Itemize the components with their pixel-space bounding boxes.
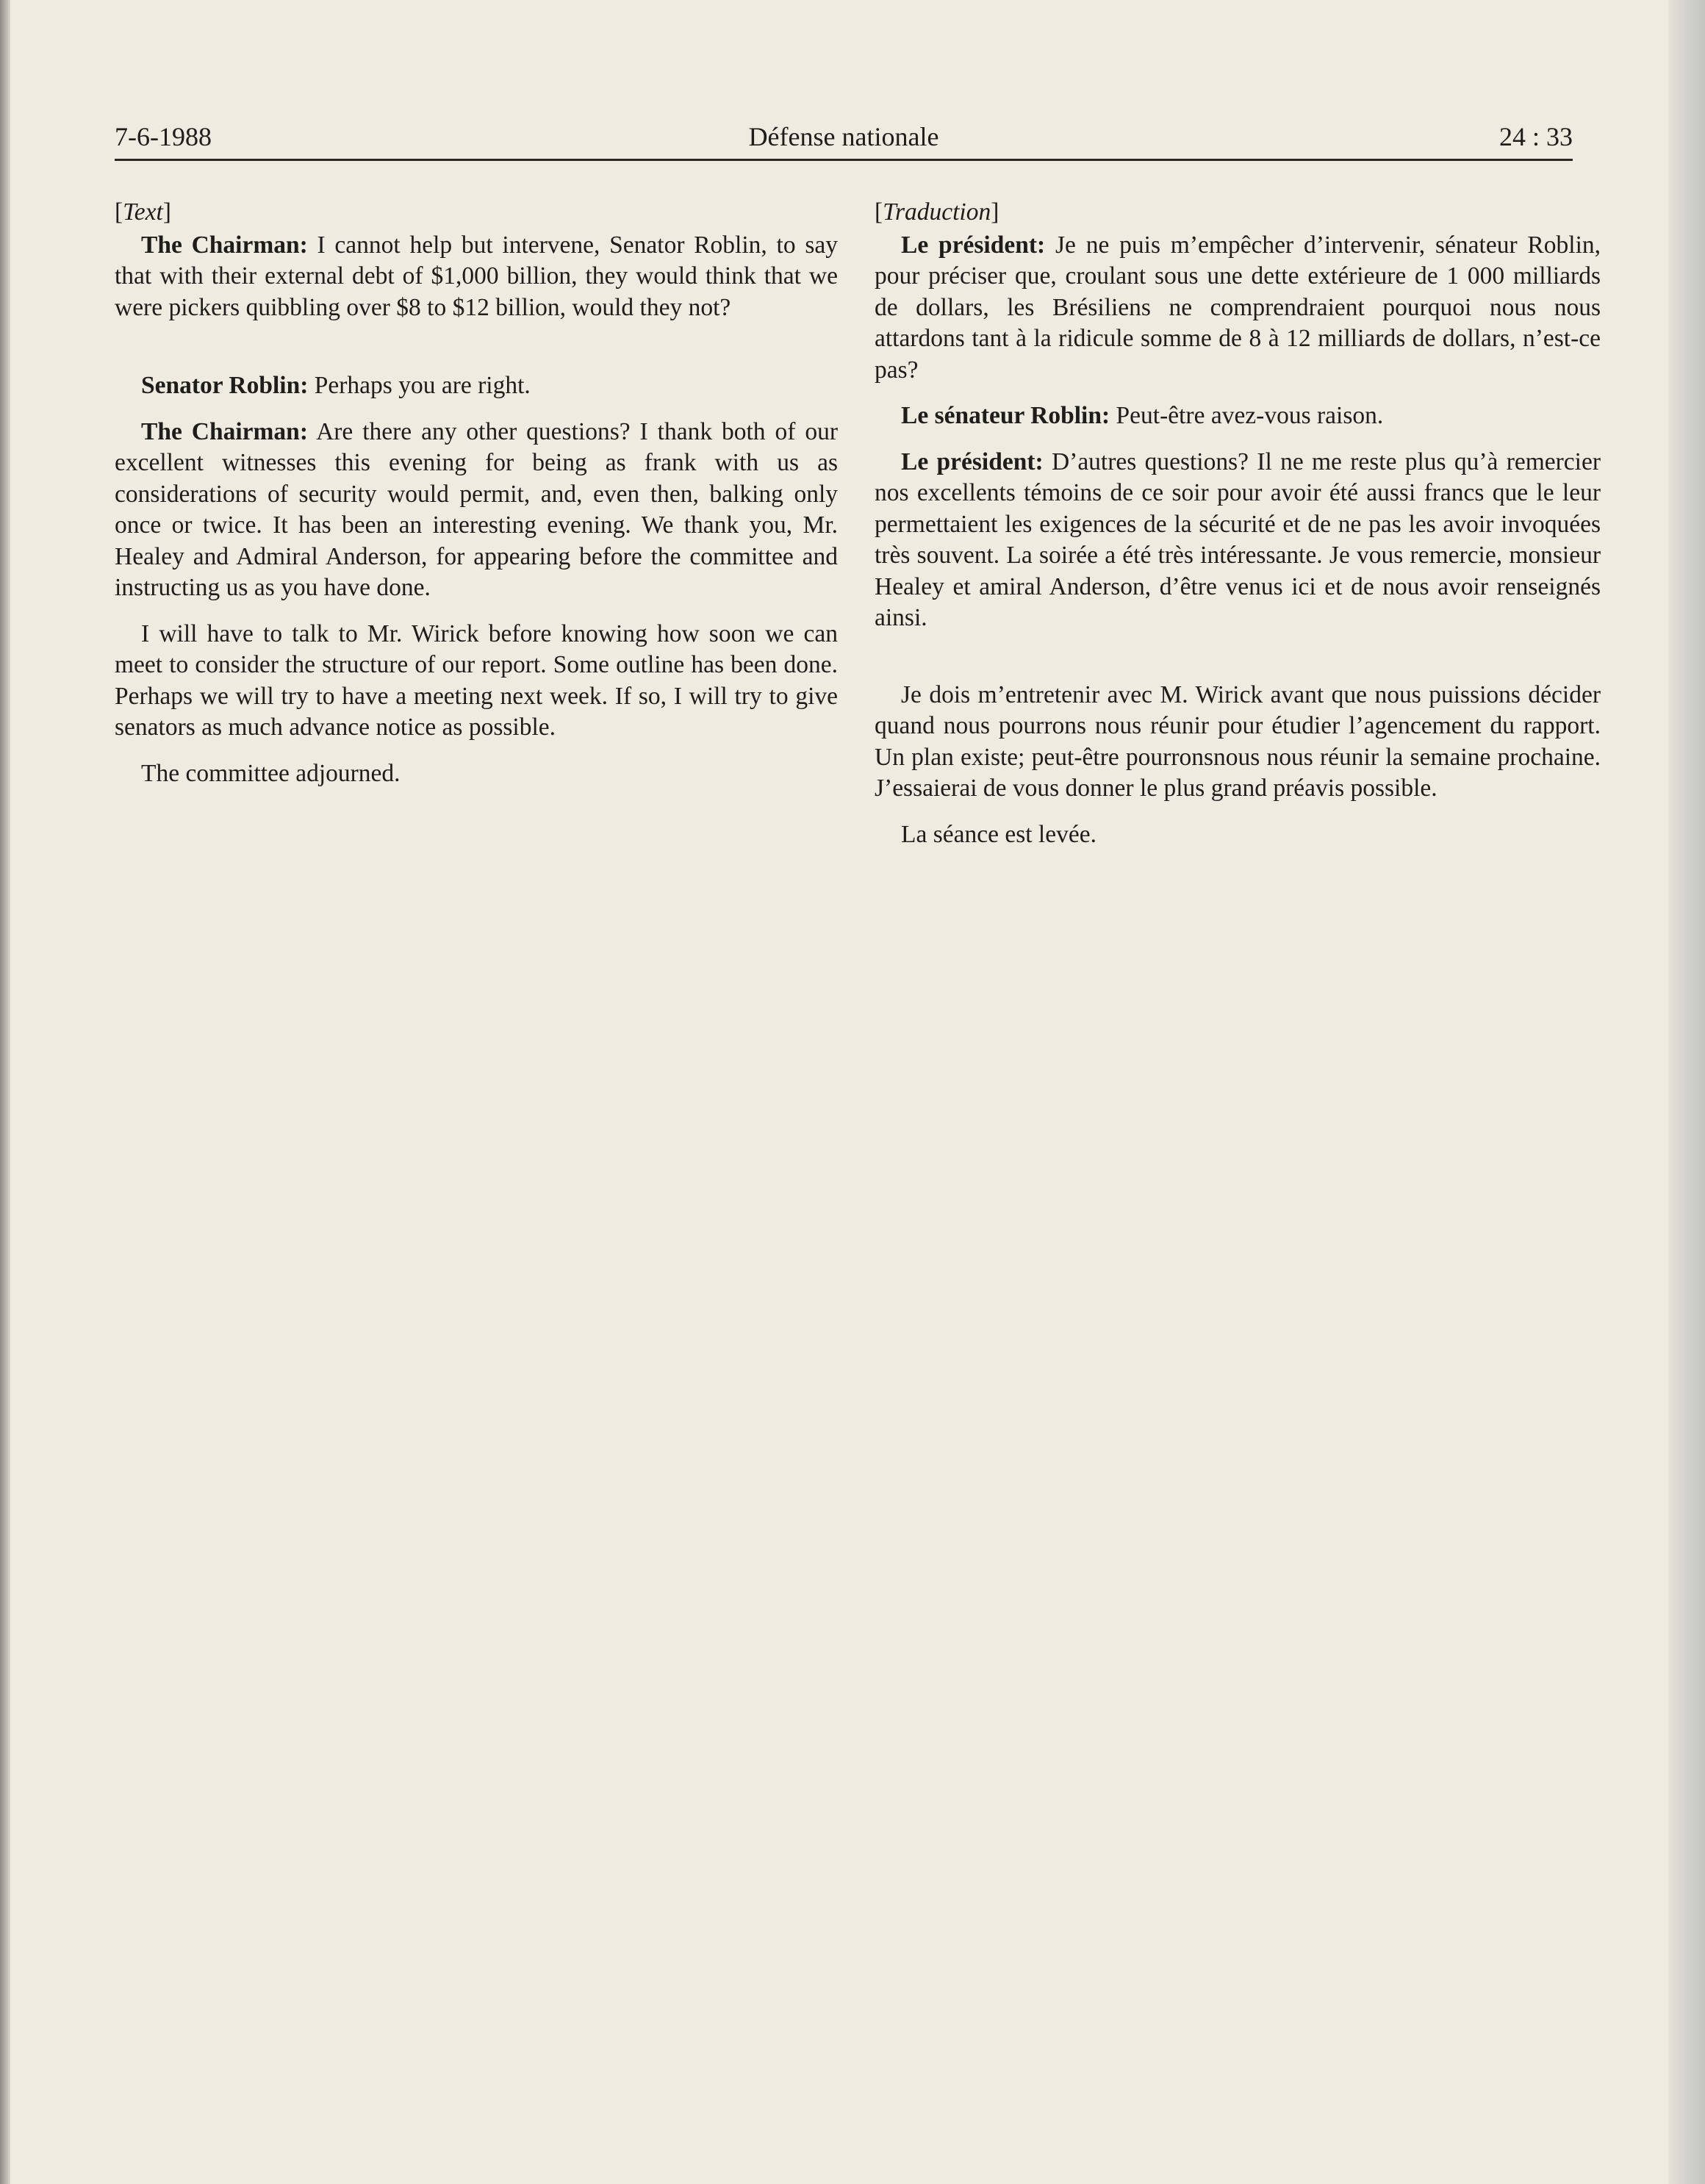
english-column (115, 197, 838, 804)
english-paragraph-adjourned: The committee adjourned. (141, 759, 401, 787)
speaker-name: The Chairman: (141, 231, 308, 259)
french-paragraph-adjourned: La séance est levée. (901, 820, 1096, 848)
english-column-tag: [Text] (115, 198, 171, 226)
running-header (115, 118, 1573, 161)
french-paragraph-wirick: Je dois m’entretenir avec M. Wirick avant que nous puissions décider quand nous pourrons nous réunir pour étudier l’agencement du rapport. Un plan existe; peut-être pourronsnous nous réunir la semaine prochaine. J’essaierai de vous donner le plus grand préavis possible. (875, 680, 1601, 802)
english-paragraph-chairman-2 (115, 417, 838, 604)
speaker-name: The Chairman: (141, 417, 308, 445)
speaker-name: Senator Roblin: (141, 372, 309, 399)
paragraph-text: Perhaps you are right. (308, 372, 531, 399)
speaker-name: Le président: (901, 448, 1044, 475)
french-paragraph-president-2 (875, 447, 1601, 634)
french-column (875, 197, 1601, 865)
french-tag-text: Traduction (883, 198, 991, 226)
speaker-name: Le président: (901, 231, 1046, 259)
header-date: 7-6-1988 (115, 122, 212, 151)
speaker-name: Le sénateur Roblin: (901, 402, 1110, 429)
paragraph-text: Peut-être avez-vous raison. (1110, 402, 1384, 429)
english-paragraph-wirick: I will have to talk to Mr. Wirick before knowing how soon we can meet to consider the structure of our report. Some outline has been done. Perhaps we will try to have a meeting next week. If so, I will try to give senators as much advance notice as possible. (115, 619, 838, 741)
header-title: Défense nationale (748, 122, 939, 151)
paragraph-text: Are there any other questions? I thank both of our excellent witnesses this evening for being as frank with us as considerations of security would permit, and, even then, balking only once or twice. It has been an interesting evening. We thank you, Mr. Healey and Admiral Anderson, for appearing before the committee and instructing us as you have done. (115, 417, 838, 601)
english-paragraph-chairman-1 (115, 230, 838, 324)
page-edge-right (1668, 0, 1705, 2184)
header-page-number: 24 : 33 (1498, 122, 1573, 151)
page-edge-left (0, 0, 10, 2184)
paragraph-text: I cannot help but intervene, Senator Roblin, to say that with their external debt of $1,000 billion, they would think that we were pickers quibbling over $8 to $12 billion, would they not? (115, 231, 838, 321)
french-column-tag: [Traduction] (875, 198, 999, 226)
paragraph-text: Je ne puis m’empêcher d’intervenir, sénateur Roblin, pour préciser que, croulant sous une dette extérieure de 1 000 milliards de dollars, les Brésiliens ne comprendraient pourquoi nous nous attardons tant à la ridicule somme de 8 à 12 milliards de dollars, n’est-ce pas? (875, 231, 1601, 384)
paragraph-text: D’autres questions? Il ne me reste plus qu’à remercier nos excellents témoins de ce soir pour avoir été aussi francs que le leur permettaient les exigences de la sécurité et de ne pas les avoir invoquées très souvent. La soirée a été très intéressante. Je vous remercie, monsieur Healey et amiral Anderson, d’être venus ici et de nous avoir renseignés ainsi. (875, 448, 1601, 631)
french-paragraph-president-1 (875, 230, 1601, 387)
french-paragraph-roblin (875, 400, 1601, 432)
english-tag-text: Text (123, 198, 163, 226)
english-paragraph-roblin (115, 370, 838, 402)
